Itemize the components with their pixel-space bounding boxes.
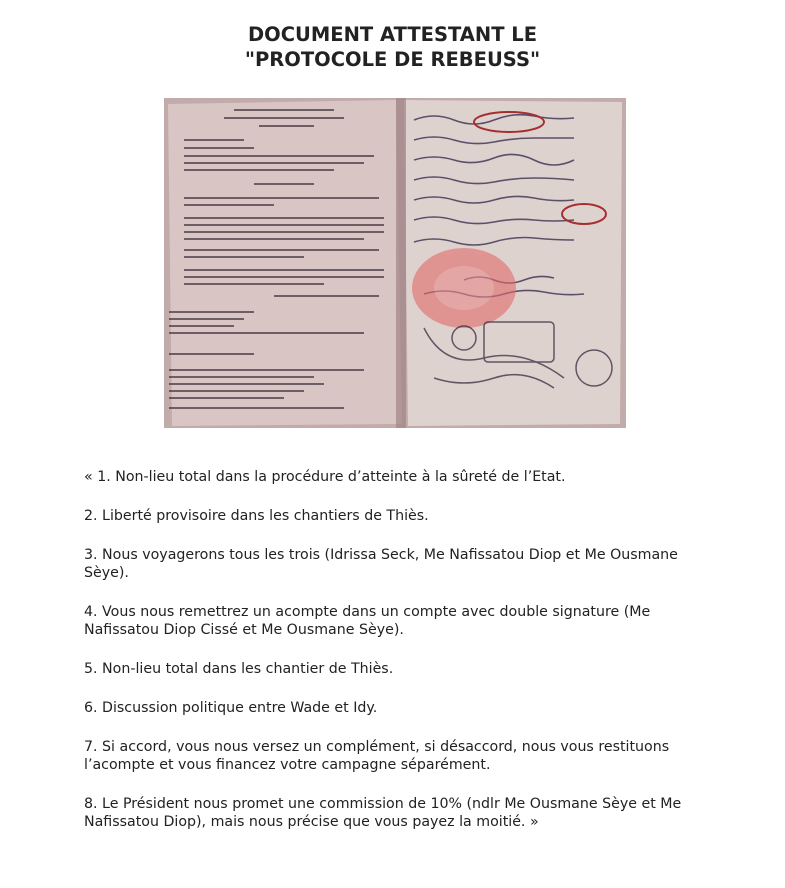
title-line-1: DOCUMENT ATTESTANT LE — [247, 23, 538, 46]
scanned-document-icon — [164, 98, 626, 428]
protocol-item-4: 4. Vous nous remettrez un acompte dans un compte avec double signature (Me Nafissatou Diop Cissé et Me Ousmane Sèye). — [84, 604, 651, 638]
protocol-item-1: « 1. Non-lieu total dans la procédure d’atteinte à la sûreté de l’Etat. — [84, 469, 566, 485]
scanned-document-photo — [164, 98, 626, 428]
protocol-text — [84, 468, 724, 852]
protocol-item-3: 3. Nous voyagerons tous les trois (Idrissa Seck, Me Nafissatou Diop et Me Ousmane Sèye). — [84, 547, 678, 581]
title-line-2: "PROTOCOLE DE REBEUSS" — [244, 48, 541, 71]
protocol-item-6: 6. Discussion politique entre Wade et Idy. — [84, 700, 378, 716]
protocol-item-7: 7. Si accord, vous nous versez un complément, si désaccord, nous vous restituons l’acompte et vous financez votre campagne séparément. — [84, 739, 670, 773]
document-title — [0, 22, 785, 72]
protocol-item-2: 2. Liberté provisoire dans les chantiers de Thiès. — [84, 508, 429, 524]
protocol-item-8: 8. Le Président nous promet une commission de 10% (ndlr Me Ousmane Sèye et Me Nafissatou Diop), mais nous précise que vous payez la moitié. » — [84, 796, 682, 830]
protocol-item-5: 5. Non-lieu total dans les chantier de Thiès. — [84, 661, 394, 677]
